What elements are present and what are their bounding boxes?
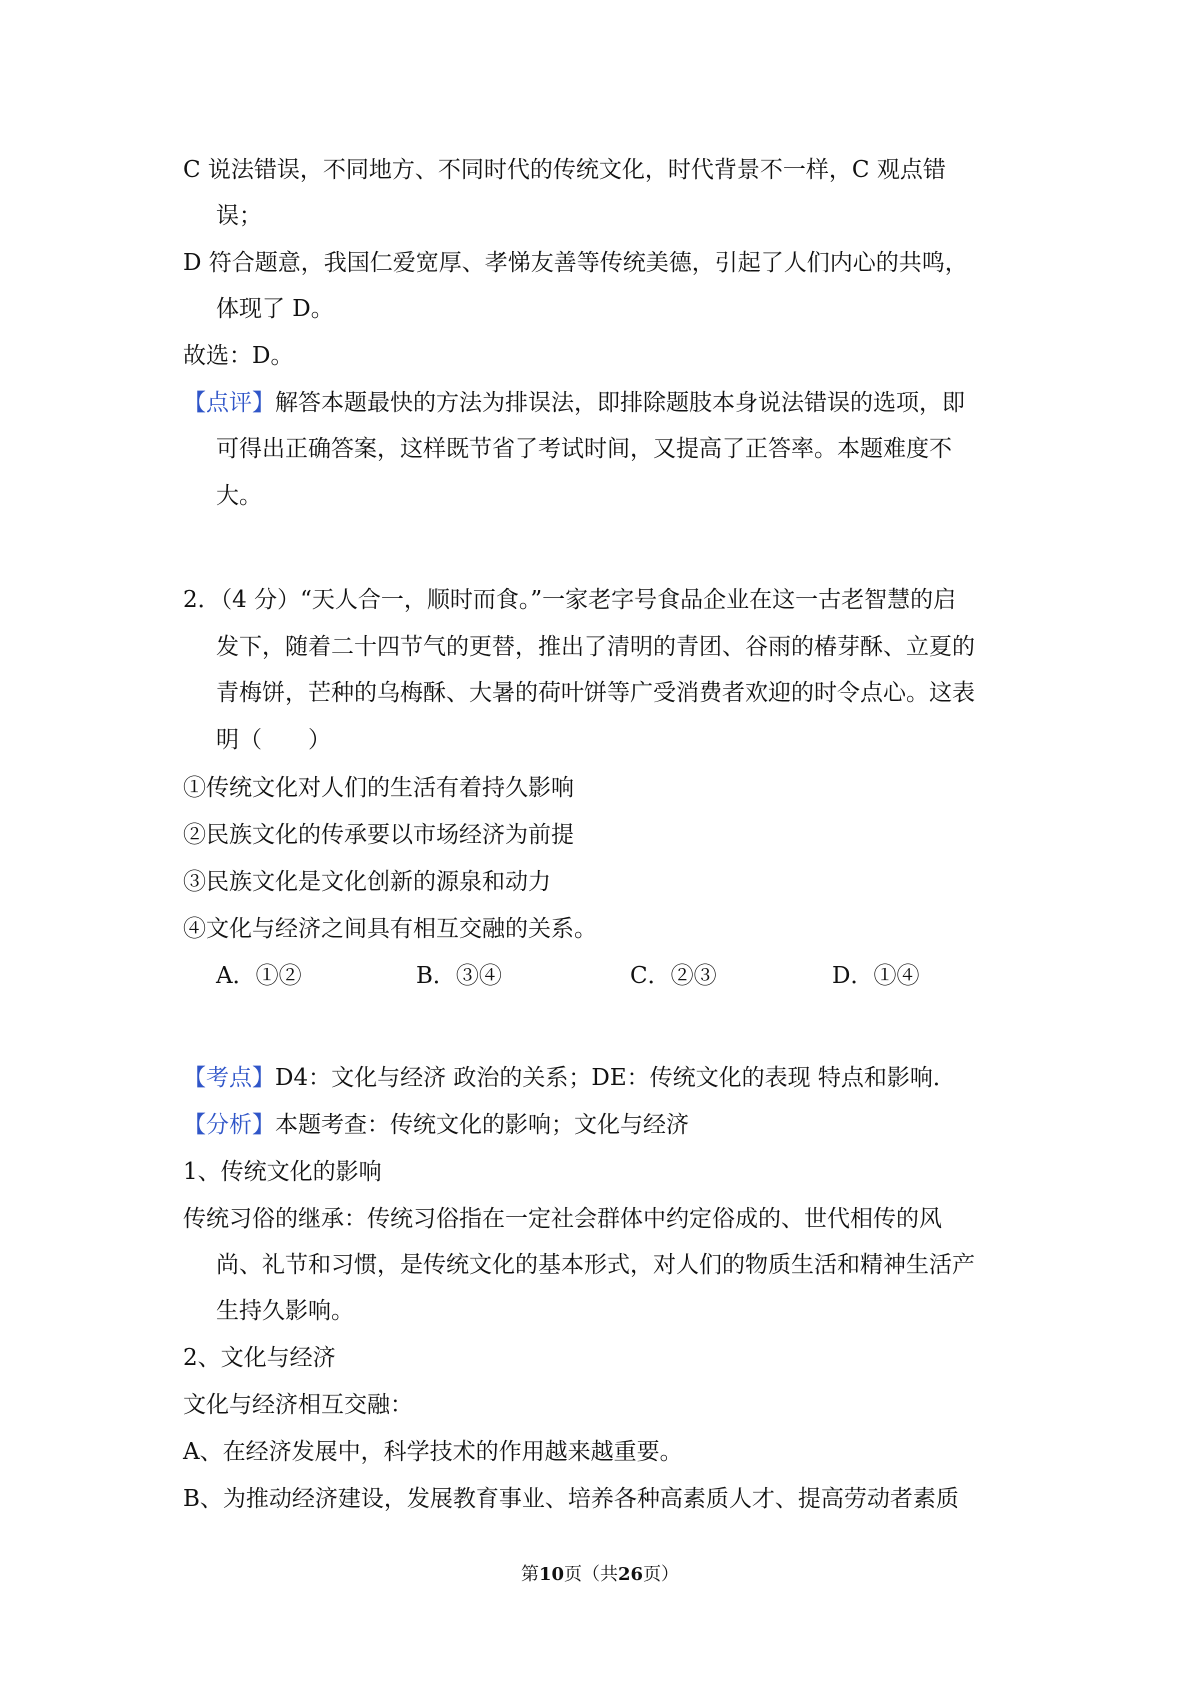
- footer-suffix: 页）: [643, 1564, 680, 1585]
- comment-tag: 【点评】: [183, 390, 275, 416]
- statement-1: ①传统文化对人们的生活有着持久影响: [183, 775, 574, 801]
- comment-text: 解答本题最快的方法为排误法，即排除题肢本身说法错误的选项，即: [275, 390, 965, 416]
- question-stem-line-2: 发下，随着二十四节气的更替，推出了清明的青团、谷雨的椿芽酥、立夏的: [216, 634, 975, 660]
- option-a: A．①②: [216, 963, 302, 989]
- statement-3: ③民族文化是文化创新的源泉和动力: [183, 869, 551, 895]
- question-stem: 2．（4 分）“天人合一，顺时而食。”一家老字号食品企业在这一古老智慧的启: [183, 587, 957, 613]
- question-stem-line-3: 青梅饼，芒种的乌梅酥、大暑的荷叶饼等广受消费者欢迎的时令点心。这表: [216, 680, 975, 706]
- fenxi-tag: 【分析】: [183, 1112, 275, 1138]
- fenxi-text: 本题考查：传统文化的影响；文化与经济: [275, 1112, 689, 1138]
- answer-choice: 故选：D。: [183, 343, 294, 369]
- answer-d-line-cont: 体现了 D。: [216, 296, 334, 322]
- option-c: C．②③: [630, 963, 717, 989]
- point-1-title: 1、传统文化的影响: [183, 1159, 382, 1185]
- point-2-item-a: A、在经济发展中，科学技术的作用越来越重要。: [183, 1439, 683, 1465]
- point-1-line-2: 尚、礼节和习惯，是传统文化的基本形式，对人们的物质生活和精神生活产: [216, 1252, 975, 1278]
- footer-total-pages: 26: [618, 1564, 644, 1585]
- comment-line-2: 可得出正确答案，这样既节省了考试时间，又提高了正答率。本题难度不: [216, 436, 952, 462]
- option-b: B．③④: [416, 963, 502, 989]
- comment-line-3: 大。: [216, 483, 262, 509]
- answer-c-line-cont: 误；: [216, 203, 262, 229]
- point-2-subtitle: 文化与经济相互交融：: [183, 1392, 413, 1418]
- statement-2: ②民族文化的传承要以市场经济为前提: [183, 822, 574, 848]
- footer-middle: 页（共: [564, 1564, 618, 1585]
- fenxi-block: [183, 1110, 1033, 1140]
- statement-4: ④文化与经济之间具有相互交融的关系。: [183, 916, 597, 942]
- point-2-title: 2、文化与经济: [183, 1345, 336, 1371]
- question-stem-line-4: 明（ ）: [216, 727, 331, 753]
- footer-prefix: 第: [520, 1564, 539, 1585]
- kaodian-block: [183, 1063, 1033, 1093]
- answer-c-line: C 说法错误，不同地方、不同时代的传统文化，时代背景不一样，C 观点错: [183, 157, 946, 183]
- point-1-line-3: 生持久影响。: [216, 1298, 354, 1324]
- point-1-line-1: 传统习俗的继承：传统习俗指在一定社会群体中约定俗成的、世代相传的风: [183, 1206, 942, 1232]
- comment-block: [183, 388, 1033, 418]
- point-2-item-b: B、为推动经济建设，发展教育事业、培养各种高素质人才、提高劳动者素质: [183, 1486, 959, 1512]
- footer-page-number: 10: [538, 1564, 564, 1585]
- kaodian-text: D4：文化与经济 政治的关系；DE：传统文化的表现 特点和影响．: [275, 1065, 956, 1091]
- answer-d-line: D 符合题意，我国仁爱宽厚、孝悌友善等传统美德，引起了人们内心的共鸣，: [183, 250, 968, 276]
- kaodian-tag: 【考点】: [183, 1065, 275, 1091]
- page-footer: [0, 1563, 1200, 1587]
- option-d: D．①④: [832, 963, 920, 989]
